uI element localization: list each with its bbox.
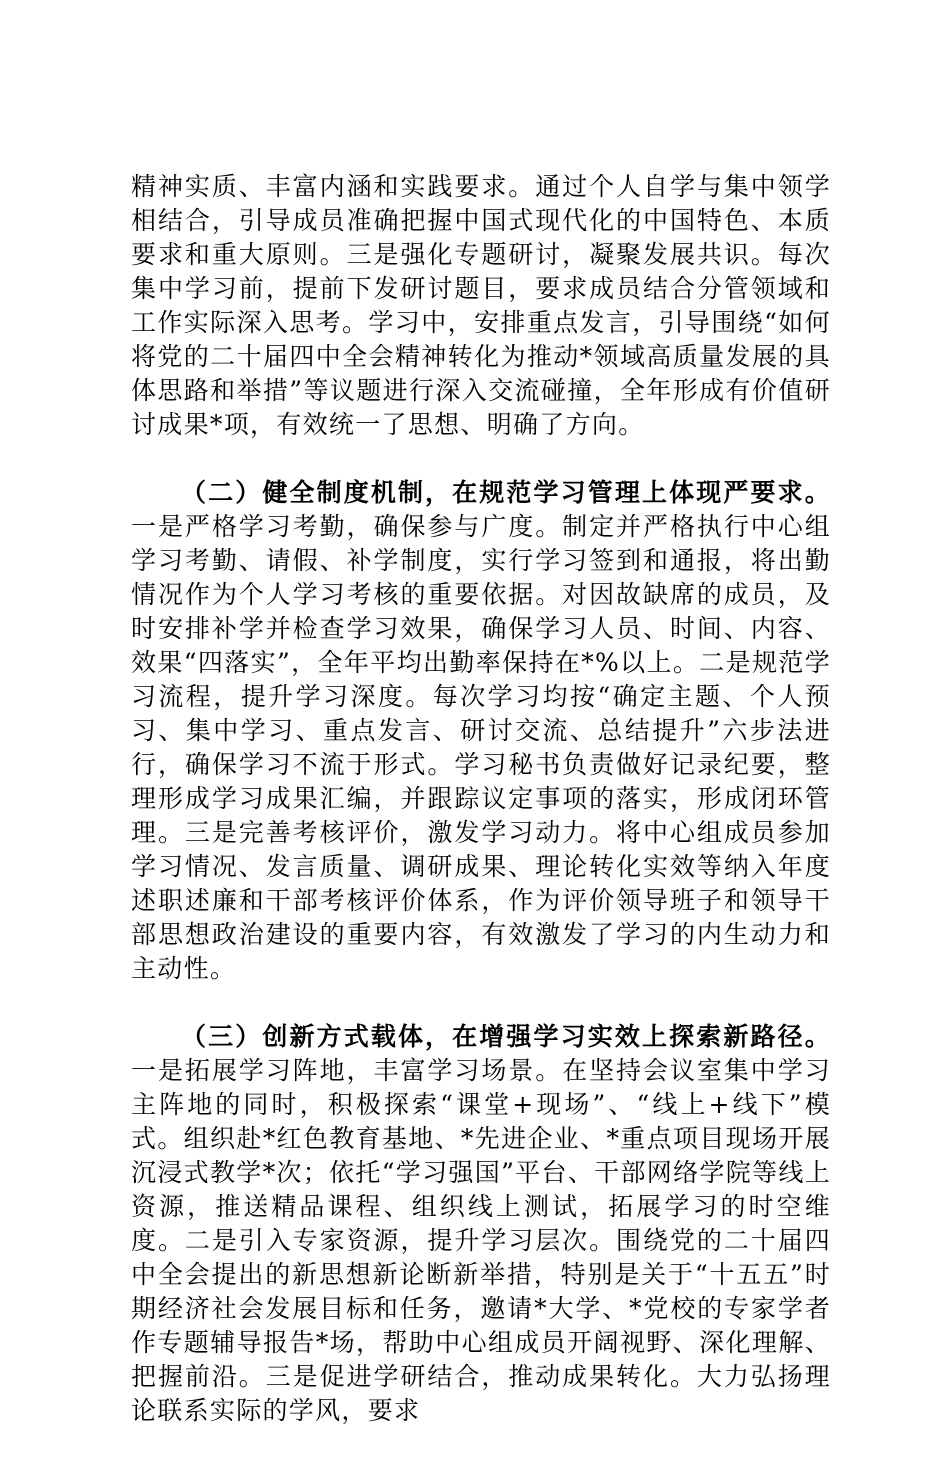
- section-2-heading: （二）健全制度机制，在规范学习管理上体现严要求。: [181, 478, 831, 507]
- section-3-heading: （三）创新方式载体，在增强学习实效上探索新路径。: [181, 1022, 831, 1051]
- document-page: [131, 170, 831, 1462]
- paragraph-2-text: 一是严格学习考勤，确保参与广度。制定并严格执行中心组学习考勤、请假、补学制度，实行学习签到和通报，将出勤情况作为个人学习考核的重要依据。对因故缺席的成员，及时安排补学并检查学习效果，确保学习人员、时间、内容、效果“四落实”，全年平均出勤率保持在*%以上。二是规范学习流程，提升学习深度。每次学习均按“确定主题、个人预习、集中学习、重点发言、研讨交流、总结提升”六步法进行，确保学习不流于形式。学习秘书负责做好记录纪要，整理形成学习成果汇编，并跟踪议定事项的落实，形成闭环管理。三是完善考核评价，激发学习动力。将中心组成员参加学习情况、发言质量、调研成果、理论转化实效等纳入年度述职述廉和干部考核评价体系，作为评价领导班子和领导干部思想政治建设的重要内容，有效激发了学习的内生动力和主动性。: [131, 512, 831, 983]
- paragraph-3-text: 一是拓展学习阵地，丰富学习场景。在坚持会议室集中学习主阵地的同时，积极探索“课堂+现场”、“线上+线下”模式。组织赴*红色教育基地、*先进企业、*重点项目现场开展沉浸式教学*次；依托“学习强国”平台、干部网络学院等线上资源，推送精品课程、组织线上测试，拓展学习的时空维度。二是引入专家资源，提升学习层次。围绕党的二十届四中全会提出的新思想新论断新举措，特别是关于“十五五”时期经济社会发展目标和任务，邀请*大学、*党校的专家学者作专题辅导报告*场，帮助中心组成员开阔视野、深化理解、把握前沿。三是促进学研结合，推动成果转化。大力弘扬理论联系实际的学风，要求: [131, 1056, 831, 1425]
- paragraph-3: [131, 1020, 831, 1428]
- paragraph-1-text: 精神实质、丰富内涵和实践要求。通过个人自学与集中领学相结合，引导成员准确把握中国式现代化的中国特色、本质要求和重大原则。三是强化专题研讨，凝聚发展共识。每次集中学习前，提前下发研讨题目，要求成员结合分管领域和工作实际深入思考。学习中，安排重点发言，引导围绕“如何将党的二十届四中全会精神转化为推动*领域高质量发展的具体思路和举措”等议题进行深入交流碰撞，全年形成有价值研讨成果*项，有效统一了思想、明确了方向。: [131, 172, 831, 439]
- paragraph-1: [131, 170, 831, 442]
- paragraph-2: [131, 476, 831, 986]
